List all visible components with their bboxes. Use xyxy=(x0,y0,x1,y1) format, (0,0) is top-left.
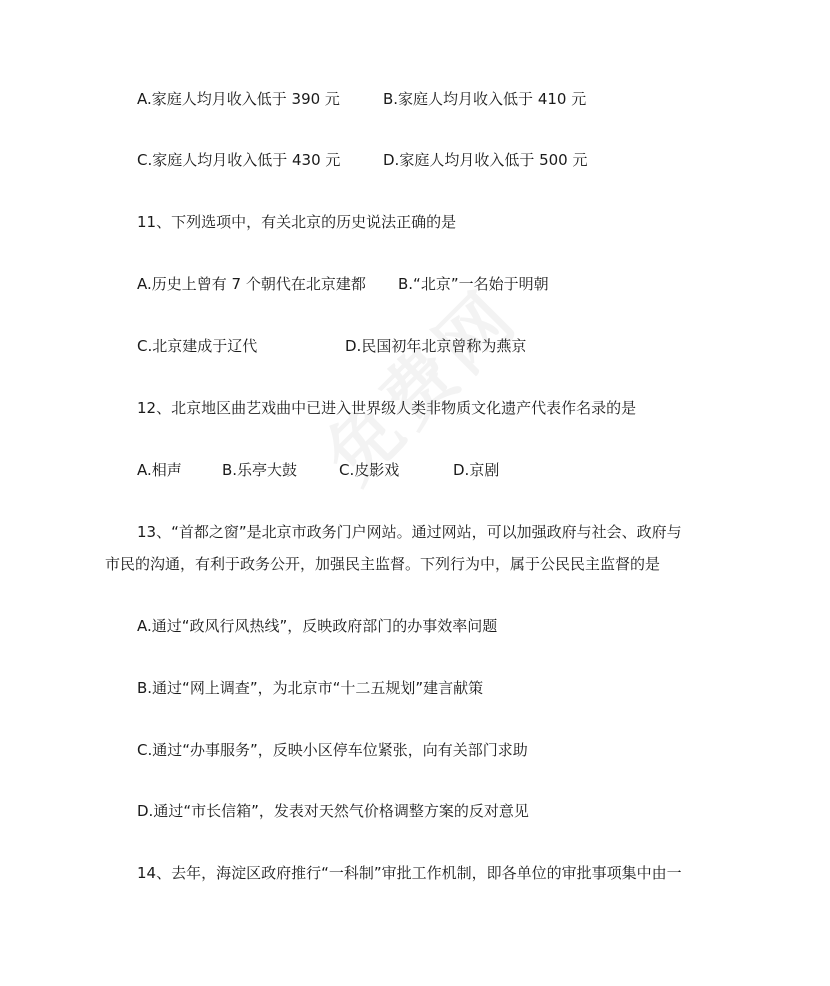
q11-option-a: A.历史上曾有 7 个朝代在北京建都 xyxy=(137,275,366,293)
q14-stem-line1: 14、去年，海淀区政府推行“一科制”审批工作机制，即各单位的审批事项集中由一 xyxy=(137,864,682,882)
watermark xyxy=(298,262,537,501)
q13-option-c: C.通过“办事服务”，反映小区停车位紧张，向有关部门求助 xyxy=(137,741,528,759)
q12-option-c: C.皮影戏 xyxy=(339,461,400,479)
q11-option-d: D.民国初年北京曾称为燕京 xyxy=(345,337,527,355)
q10-option-d: D.家庭人均月收入低于 500 元 xyxy=(383,151,588,169)
q13-option-a: A.通过“政风行风热线”，反映政府部门的办事效率问题 xyxy=(137,617,498,635)
q10-option-b: B.家庭人均月收入低于 410 元 xyxy=(383,90,587,108)
q12-stem: 12、北京地区曲艺戏曲中已进入世界级人类非物质文化遗产代表作名录的是 xyxy=(137,399,637,417)
q12-option-a: A.相声 xyxy=(137,461,182,479)
q10-option-a: A.家庭人均月收入低于 390 元 xyxy=(137,90,340,108)
q11-option-b: B.“北京”一名始于明朝 xyxy=(398,275,549,293)
q11-stem: 11、下列选项中，有关北京的历史说法正确的是 xyxy=(137,213,457,231)
q12-option-d: D.京剧 xyxy=(453,461,500,479)
q13-option-b: B.通过“网上调查”，为北京市“十二五规划”建言献策 xyxy=(137,679,484,697)
q11-option-c: C.北京建成于辽代 xyxy=(137,337,258,355)
q10-option-c: C.家庭人均月收入低于 430 元 xyxy=(137,151,341,169)
q13-stem-line1: 13、“首都之窗”是北京市政务门户网站。通过网站，可以加强政府与社会、政府与 xyxy=(137,523,682,541)
q13-option-d: D.通过“市长信箱”，发表对天然气价格调整方案的反对意见 xyxy=(137,802,529,820)
q12-option-b: B.乐亭大鼓 xyxy=(222,461,298,479)
q13-stem-line2: 市民的沟通，有利于政务公开，加强民主监督。下列行为中，属于公民民主监督的是 xyxy=(105,555,661,573)
